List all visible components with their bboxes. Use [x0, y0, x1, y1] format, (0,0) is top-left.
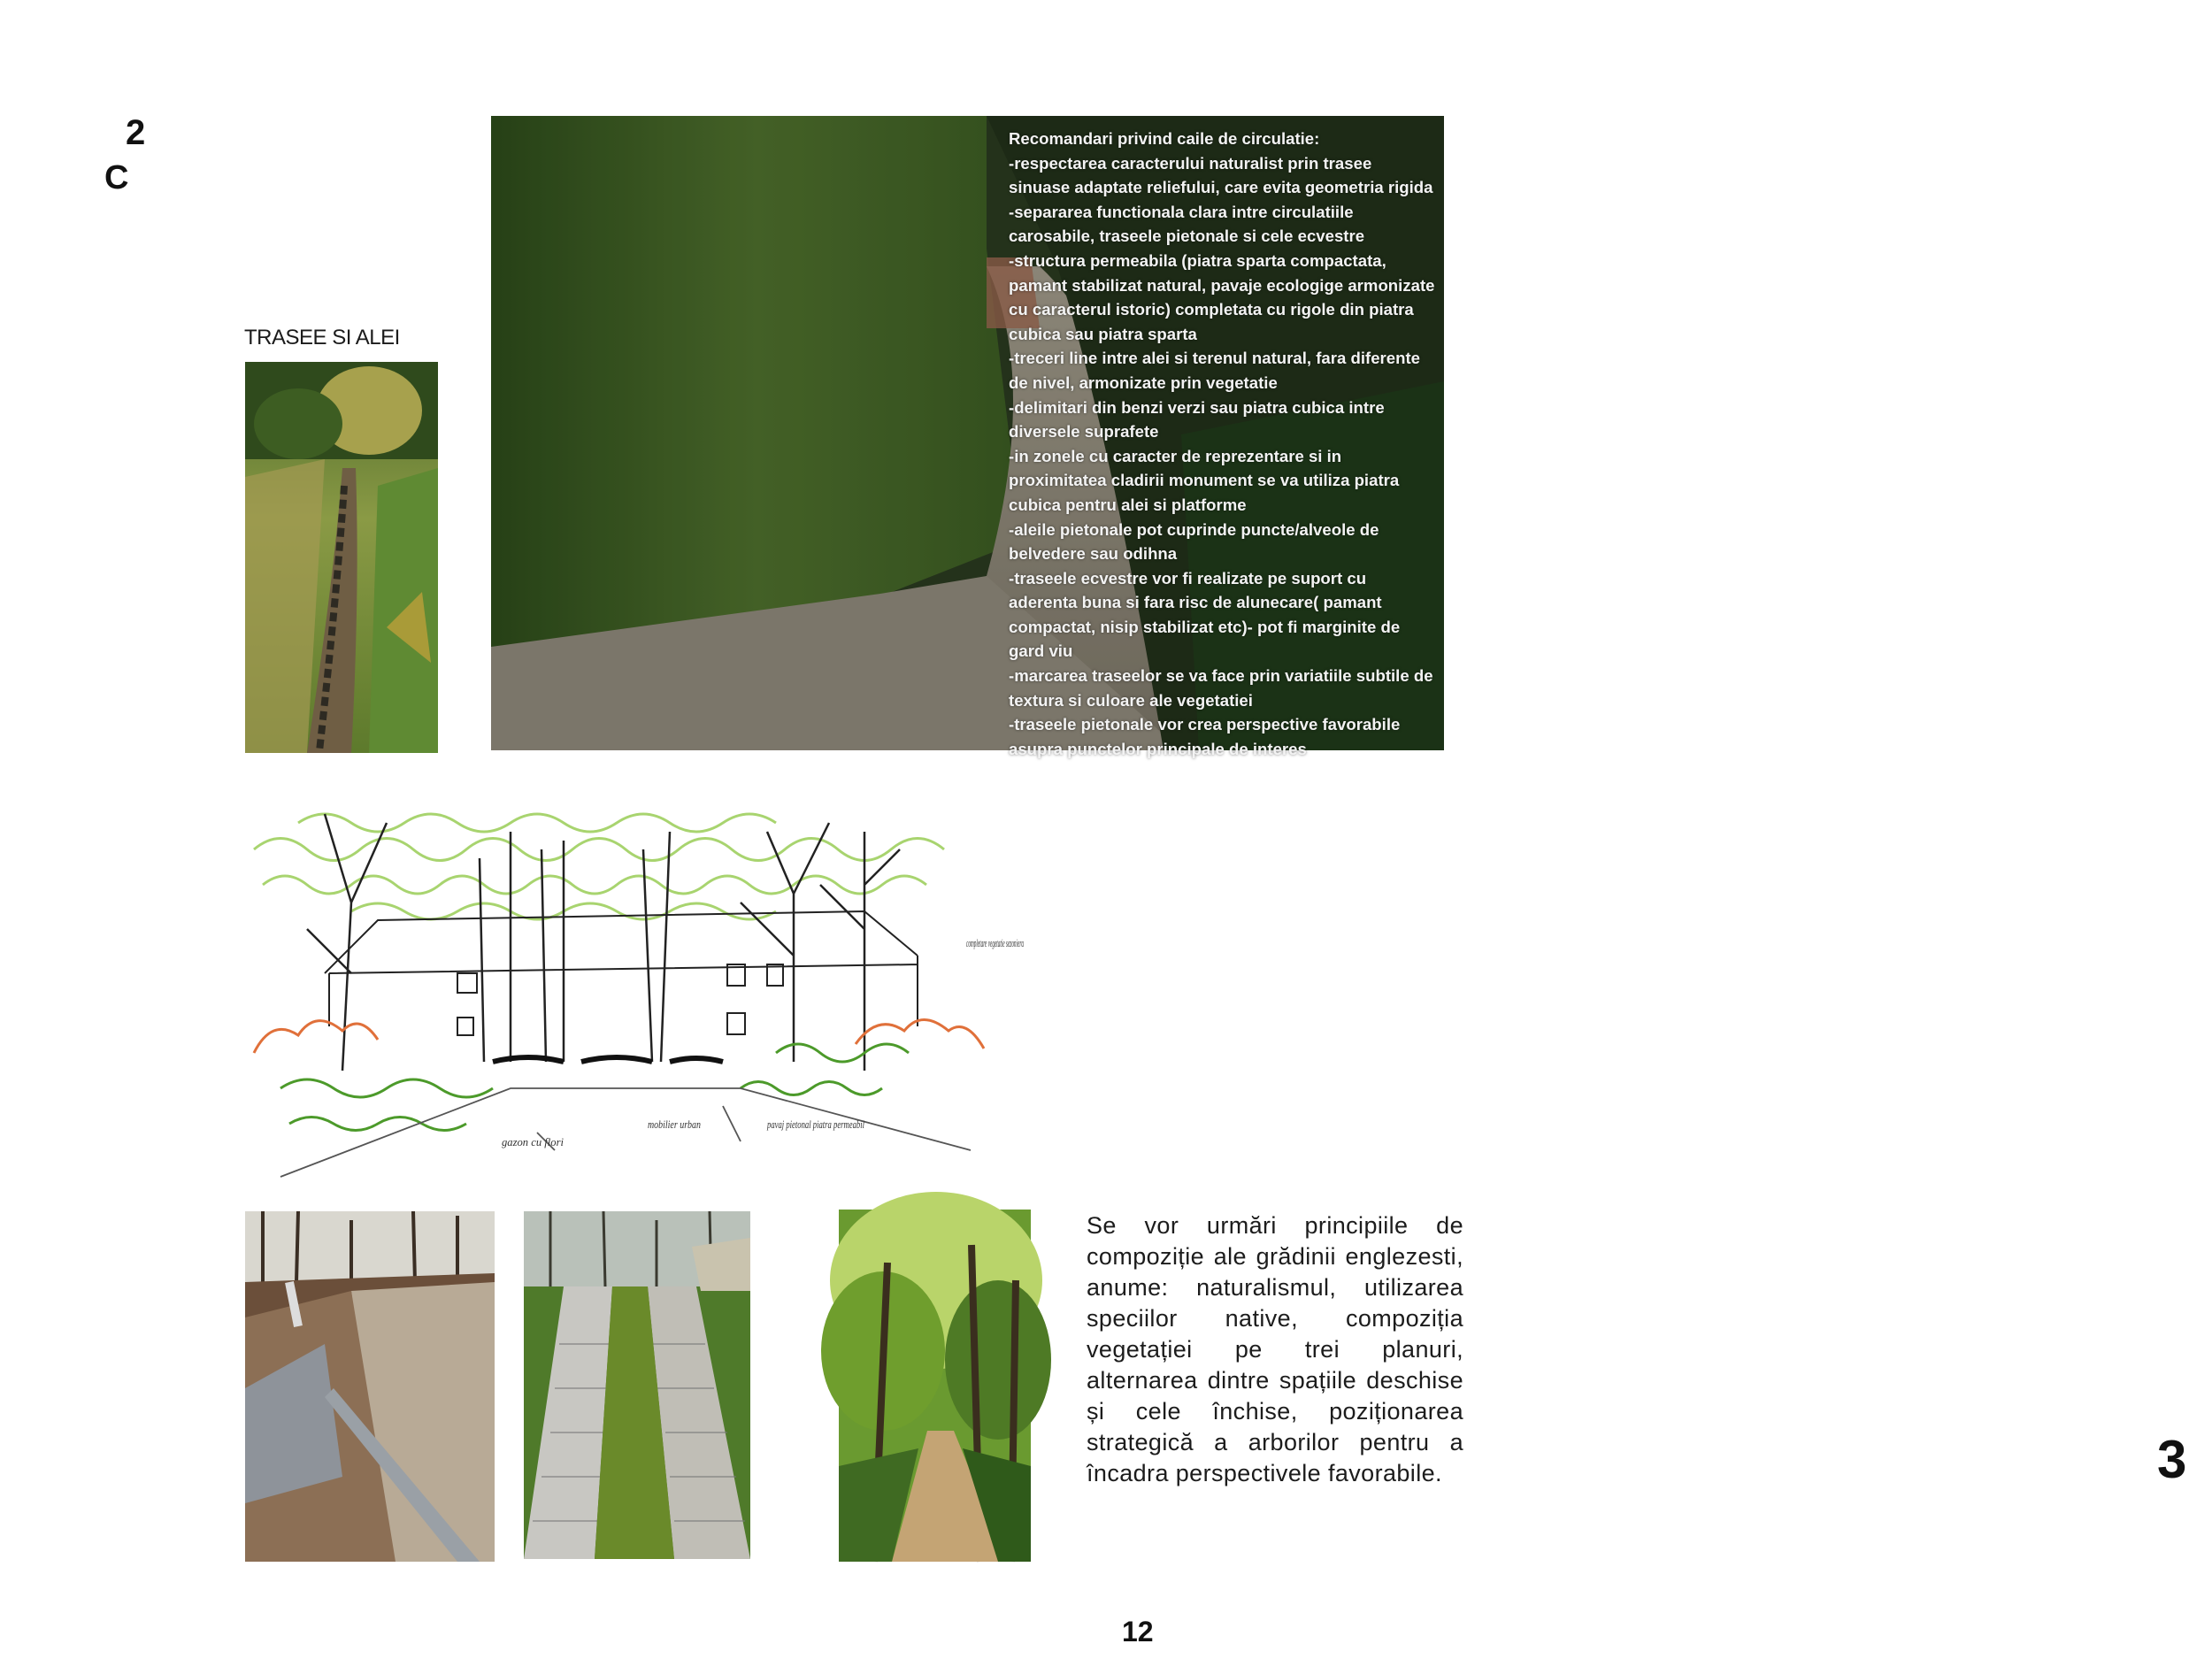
recommendation-line: carosabile, traseele pietonale si cele ecvestre: [1009, 227, 1365, 246]
sketch-annotation: completare vegetatie sezoniera: [966, 936, 1025, 949]
recommendation-line: textura si culoare ale vegetatiei: [1009, 690, 1253, 710]
forest-path-photo: [839, 1210, 1031, 1562]
sketch-annotation: pavaj pietonal piatra permeabil: [766, 1118, 865, 1131]
caption-paragraph: Se vor urmări principiile de compoziție ale grădinii englezesti, anume: naturalismul, utilizarea speciilor native, compoziția vegetației pe trei planuri, alternarea dintre spațiile deschise și cele închise, poziționarea strategică a arborilor pentru a încadra perspectivele favorabile.: [1087, 1212, 1463, 1486]
recommendation-line: belvedere sau odihna: [1009, 544, 1178, 564]
site-sketch: [245, 796, 1033, 1186]
corner-number-right: 3: [2157, 1430, 2187, 1489]
recommendation-line: cubica pentru alei si platforme: [1009, 495, 1247, 514]
recommendation-line: -treceri line intre alei si terenul natural, fara diferente: [1009, 349, 1420, 368]
recommendation-line: asupra punctelor principale de interes: [1009, 739, 1307, 758]
recommendation-line: gard viu: [1009, 641, 1073, 661]
corner-letter: C: [104, 159, 129, 196]
recommendation-line: -separarea functionala clara intre circulatiile: [1009, 202, 1354, 221]
recommendation-line: -traseele pietonale vor crea perspective favorabile: [1009, 715, 1401, 734]
recommendation-line: sinuase adaptate reliefului, care evita geometria rigida: [1009, 178, 1433, 197]
corner-number-top: 2: [126, 113, 146, 152]
recommendation-line: -in zonele cu caracter de reprezentare si in: [1009, 446, 1342, 465]
sketch-annotation: mobilier urban: [648, 1118, 701, 1131]
cobblestone-strips-photo: [524, 1211, 750, 1559]
gravel-road-photo: [245, 1211, 495, 1562]
sketch-annotation: gazon cu flori: [502, 1135, 565, 1148]
recommendation-line: -traseele ecvestre vor fi realizate pe suport cu: [1009, 568, 1367, 588]
section-title: TRASEE SI ALEI: [244, 326, 400, 349]
recommendation-line: proximitatea cladirii monument se va utiliza piatra: [1009, 471, 1400, 490]
recommendation-line: -delimitari din benzi verzi sau piatra cubica intre: [1009, 397, 1385, 417]
recommendation-line: compactat, nisip stabilizat etc)- pot fi marginite de: [1009, 617, 1401, 636]
recommendation-line: pamant stabilizat natural, pavaje ecologige armonizate: [1009, 275, 1435, 295]
recommendation-line: cubica sau piatra sparta: [1009, 324, 1197, 343]
recommendation-line: cu caracterul istoric) completata cu rigole din piatra: [1009, 300, 1414, 319]
recommendation-line: de nivel, armonizate prin vegetatie: [1009, 373, 1278, 392]
recommendations-text: [1009, 127, 1442, 761]
recommendation-line: -respectarea caracterului naturalist prin trasee: [1009, 153, 1372, 173]
page-number: 12: [1122, 1616, 1154, 1647]
recommendation-line: -aleile pietonale pot cuprinde puncte/alveole de: [1009, 519, 1379, 539]
recommendation-line: Recomandari privind caile de circulatie:: [1009, 129, 1320, 148]
recommendation-line: diversele suprafete: [1009, 422, 1159, 442]
recommendation-line: -marcarea traseelor se va face prin variatiile subtile de: [1009, 666, 1433, 686]
meadow-path-photo: [245, 362, 438, 753]
recommendation-line: -structura permeabila (piatra sparta compactata,: [1009, 250, 1386, 270]
recommendation-line: aderenta buna si fara risc de alunecare( pamant: [1009, 593, 1382, 612]
